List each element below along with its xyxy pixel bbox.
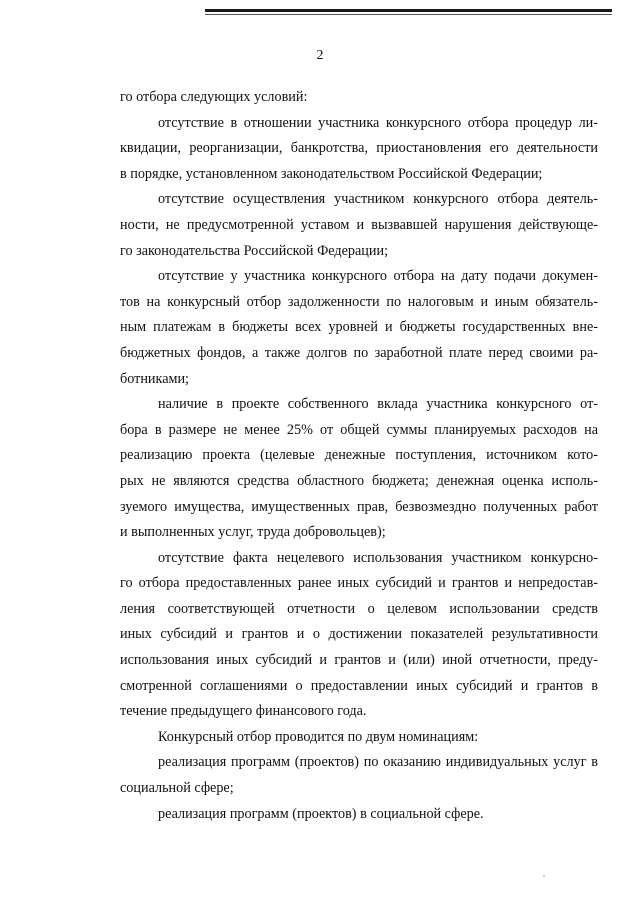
text-line: использования иных субсидий и грантов и (или) иной отчетности, преду- xyxy=(120,652,598,669)
text-line: реализация программ (проектов) в социальной сфере. xyxy=(158,805,484,822)
text-line: ности, не предусмотренной уставом и вызвавшей нарушения действующе- xyxy=(120,216,598,233)
paragraph xyxy=(120,187,598,264)
text-line: го отбора следующих условий: xyxy=(120,89,308,105)
text-line: реализация программ (проектов) по оказанию индивидуальных услуг в xyxy=(158,754,598,771)
paragraph xyxy=(120,750,598,801)
text-line: рых не являются средства областного бюджета; денежная оценка исполь- xyxy=(120,472,598,489)
text-line: иных субсидий и грантов и о достижении показателей результативности xyxy=(120,626,598,643)
text-line: в порядке, установленном законодательством Российской Федерации; xyxy=(120,165,543,182)
paragraph xyxy=(120,546,598,725)
text-line: смотренной соглашениями о предоставлении иных субсидий и грантов в xyxy=(120,677,598,694)
document-body xyxy=(120,85,598,827)
text-line: и выполненных услуг, труда добровольцев); xyxy=(120,524,386,541)
text-line: зуемого имущества, имущественных прав, безвозмездно полученных работ xyxy=(120,498,598,515)
scan-artifact xyxy=(543,875,545,877)
text-line: отсутствие факта нецелевого использования участником конкурсно- xyxy=(158,549,598,566)
text-line: отсутствие осуществления участником конкурсного отбора деятель- xyxy=(158,191,598,208)
text-line: отсутствие в отношении участника конкурсного отбора процедур ли- xyxy=(158,114,598,131)
text-line: ным платежам в бюджеты всех уровней и бюджеты государственных вне- xyxy=(120,319,598,336)
header-rule xyxy=(205,9,612,12)
text-line: квидации, реорганизации, банкротства, приостановления его деятельности xyxy=(120,140,598,157)
text-line: бюджетных фондов, а также долгов по заработной плате перед своими ра- xyxy=(120,344,598,361)
text-line: социальной сфере; xyxy=(120,780,234,797)
text-line: Конкурсный отбор проводится по двум номинациям: xyxy=(158,728,479,745)
text-line: течение предыдущего финансового года. xyxy=(120,703,367,720)
text-line: наличие в проекте собственного вклада участника конкурсного от- xyxy=(158,396,598,413)
paragraph xyxy=(120,111,598,188)
text-line: отсутствие у участника конкурсного отбора на дату подачи докумен- xyxy=(158,268,598,285)
text-line: бора в размере не менее 25% от общей суммы планируемых расходов на xyxy=(120,421,598,438)
paragraph xyxy=(120,725,598,751)
paragraph xyxy=(120,802,598,828)
text-line: го законодательства Российской Федерации; xyxy=(120,242,389,259)
page-number: 2 xyxy=(316,48,324,63)
text-line: го отбора предоставленных ранее иных субсидий и грантов и непредостав- xyxy=(120,575,598,592)
header-rule-thin xyxy=(205,14,612,15)
paragraph xyxy=(120,85,598,111)
text-line: ления соответствующей отчетности о целевом использовании средств xyxy=(120,600,598,617)
paragraph xyxy=(120,264,598,392)
paragraph xyxy=(120,392,598,546)
text-line: реализацию проекта (целевые денежные поступления, источником кото- xyxy=(120,447,598,464)
text-line: тов на конкурсный отбор задолженности по налоговым и иным обязатель- xyxy=(120,293,598,310)
text-line: ботниками; xyxy=(120,370,189,387)
